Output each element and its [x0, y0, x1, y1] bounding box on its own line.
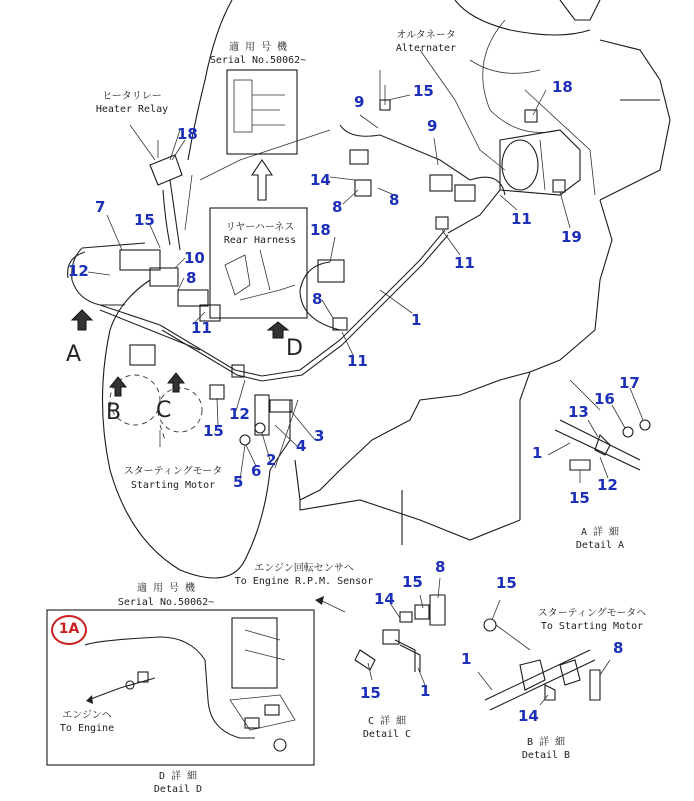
callout-12: 12 — [597, 476, 618, 494]
callout-9: 9 — [427, 117, 438, 135]
heater-relay-label-jp: ヒータリレー — [102, 91, 162, 102]
callout-1: 1 — [461, 650, 472, 668]
rear-harness-label-jp: リヤーハーネス — [225, 222, 295, 233]
starting-motor-to-label-en: To Starting Motor — [540, 621, 644, 632]
detail-d-label-jp: D 詳 細 — [158, 771, 198, 782]
view-letter-d: D — [286, 336, 303, 361]
alternator-label-jp: オルタネータ — [396, 30, 456, 41]
serial-label-bottom-en: Serial No.50062~ — [117, 597, 215, 608]
callout-18: 18 — [552, 78, 573, 96]
callout-14: 14 — [310, 171, 331, 189]
alternator-drawing — [500, 130, 580, 195]
callout-15: 15 — [496, 574, 517, 592]
callout-12: 12 — [68, 262, 89, 280]
detail-b-label-en: Detail B — [521, 750, 571, 761]
heater-relay-drawing — [150, 140, 182, 185]
engine-rpm-sensor-label-jp: エンジン回転センサヘ — [254, 563, 354, 574]
serial-label-bottom-jp: 適 用 号 機 — [136, 583, 196, 594]
callout-12: 12 — [229, 405, 250, 423]
callout-16: 16 — [594, 390, 615, 408]
callout-9: 9 — [354, 93, 365, 111]
callout-15: 15 — [134, 211, 155, 229]
serial-inset-top — [227, 70, 297, 200]
detail-d-box — [47, 610, 314, 765]
starting-motor-label-en: Starting Motor — [130, 480, 216, 491]
callout-15: 15 — [569, 489, 590, 507]
callout-11: 11 — [454, 254, 475, 272]
view-arrows — [72, 310, 288, 396]
callout-8: 8 — [332, 198, 343, 216]
detail-b-label-jp: B 詳 細 — [526, 737, 566, 748]
callout-3: 3 — [314, 427, 325, 445]
callout-5: 5 — [233, 473, 244, 491]
serial-label-top-en: Serial No.50062~ — [209, 55, 307, 66]
heater-relay-label-en: Heater Relay — [95, 104, 169, 115]
detail-c-label-jp: C 詳 細 — [367, 716, 407, 727]
callout-8: 8 — [389, 191, 400, 209]
callout-8: 8 — [613, 639, 624, 657]
callout-11: 11 — [347, 352, 368, 370]
callout-18: 18 — [310, 221, 331, 239]
alternator-label-en: Alternater — [395, 43, 457, 54]
callout-8: 8 — [186, 269, 197, 287]
callout-18: 18 — [177, 125, 198, 143]
to-engine-label-jp: エンジンヘ — [62, 710, 112, 721]
starting-motor-label-jp: スターティングモータ — [123, 466, 223, 477]
callout-15: 15 — [203, 422, 224, 440]
detail-c-label-en: Detail C — [362, 729, 412, 740]
callout-11: 11 — [511, 210, 532, 228]
callout-7: 7 — [95, 198, 106, 216]
starting-motor-to-label-jp: スターティングモータヘ — [537, 608, 647, 619]
callout-2: 2 — [266, 451, 277, 469]
serial-label-top-jp: 適 用 号 機 — [228, 42, 288, 53]
callout-15: 15 — [413, 82, 434, 100]
callout-19: 19 — [561, 228, 582, 246]
callout-8: 8 — [435, 558, 446, 576]
callout-17: 17 — [619, 374, 640, 392]
callout-14: 14 — [518, 707, 539, 725]
callout-14: 14 — [374, 590, 395, 608]
callout-10: 10 — [184, 249, 205, 267]
engine-rpm-sensor-label-en: To Engine R.P.M. Sensor — [234, 576, 374, 587]
callout-1: 1 — [411, 311, 422, 329]
callout-15: 15 — [402, 573, 423, 591]
item-1a-badge: 1A — [51, 615, 87, 645]
callout-4: 4 — [296, 437, 307, 455]
callout-15: 15 — [360, 684, 381, 702]
callout-8: 8 — [312, 290, 323, 308]
view-letter-a: A — [66, 342, 82, 367]
view-letter-c: C — [156, 398, 172, 423]
rear-harness-label-en: Rear Harness — [223, 235, 297, 246]
callout-13: 13 — [568, 403, 589, 421]
callout-6: 6 — [251, 462, 262, 480]
callout-1: 1 — [420, 682, 431, 700]
detail-a-label-en: Detail A — [575, 540, 625, 551]
callout-11: 11 — [191, 319, 212, 337]
view-letter-b: B — [106, 400, 122, 425]
to-engine-label-en: To Engine — [59, 723, 115, 734]
callout-1: 1 — [532, 444, 543, 462]
detail-d-label-en: Detail D — [153, 784, 203, 795]
detail-a-label-jp: A 詳 細 — [580, 527, 620, 538]
